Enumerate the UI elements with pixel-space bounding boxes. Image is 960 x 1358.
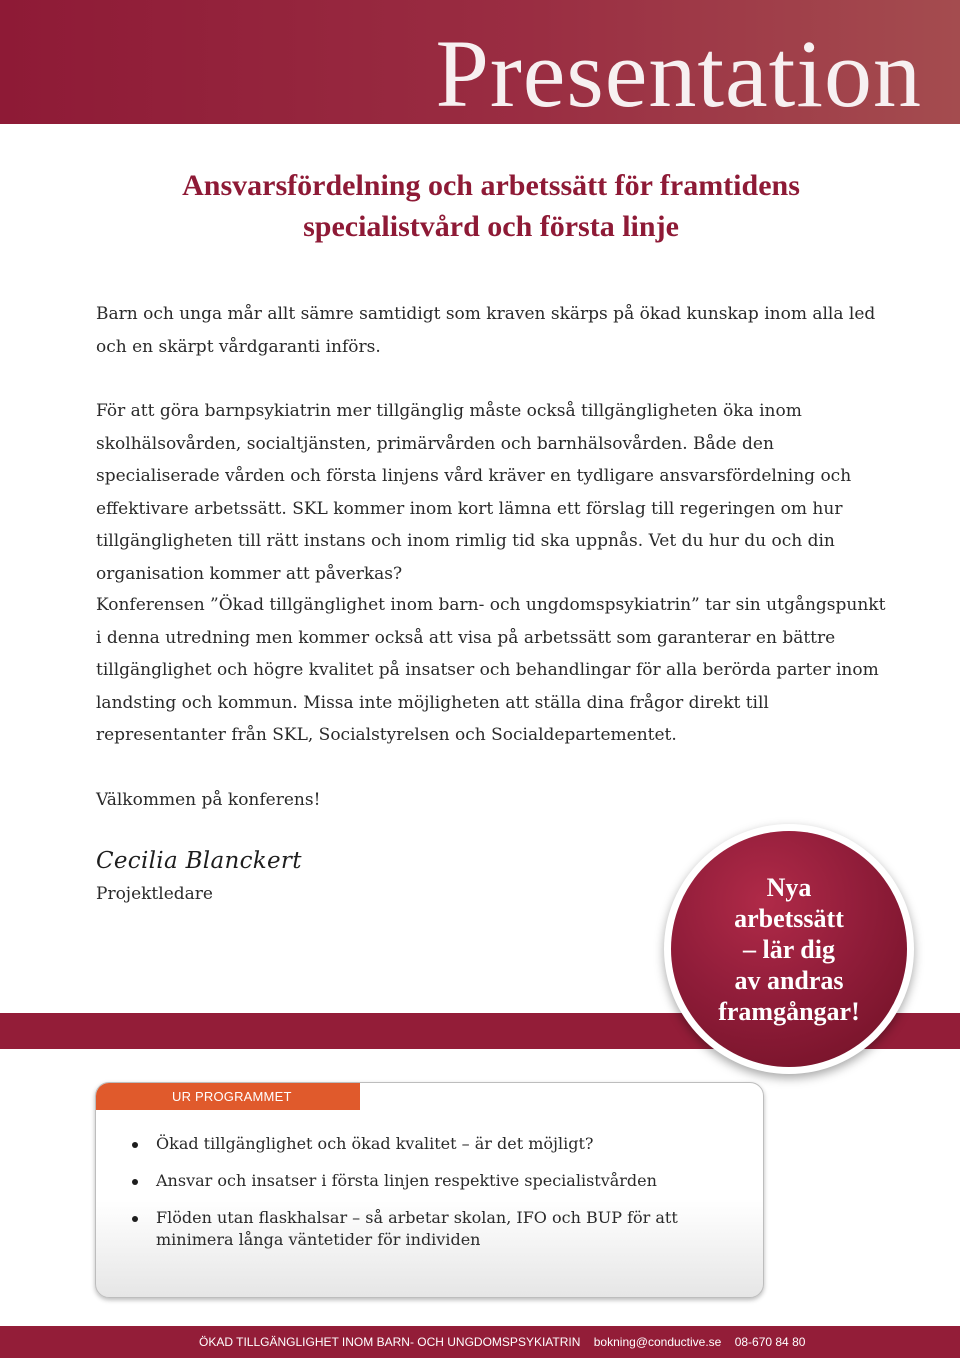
list-item [132,1133,692,1155]
intro-paragraph: Barn och unga mår allt sämre samtidigt som kraven skärps på ökad kunskap inom alla led och en skärpt vårdgaranti införs. [96,304,876,357]
list-item [132,1170,692,1192]
article-title-line-1: Ansvarsfördelning och arbetssätt för framtidens [182,169,800,202]
badge-ring [664,824,914,1074]
footer-phone: 08-670 84 80 [734,1335,806,1349]
signer-role: Projektledare [96,884,213,904]
program-list [132,1133,692,1266]
badge-text [718,872,860,1027]
footer-band [0,1326,960,1358]
body-paragraph-3: Konferensen ”Ökad tillgänglighet inom barn- och ungdomspsykiatrin” tar sin utgångspunkt i denna utredning men kommer också att visa på arbetssätt som garanterar en bättre tillgänglighet och högre kvalitet på insatser och behandlingar för alla berörda parter inom landsting och kommun. Missa inte möjligheten att ställa dina frågor direkt till representanter från SKL, Socialstyrelsen och Socialdepartementet. [96,595,886,745]
list-item-text: Ansvar och insatser i första linjen respektive specialistvården [156,1171,657,1190]
badge-line-5: framgångar! [718,996,860,1026]
body-paragraph-2: För att göra barnpsykiatrin mer tillgänglig måste också tillgängligheten öka inom skolhälsovården, socialtjänsten, primärvården och barnhälsovården. Både den specialiserade vården och första linjens vård kräver en tydligare ansvarsfördelning och effektivare arbetssätt. SKL kommer inom kort lämna ett förslag till regeringen om hur tillgängligheten till rätt instans och inom rimlig tid ska uppnås. Vet du hur du och din organisation kommer att påverkas? [96,401,852,584]
footer-conference: ÖKAD TILLGÄNGLIGHET INOM BARN- OCH UNGDOMSPSYKIATRIN [199,1335,581,1349]
list-item-text: Ökad tillgänglighet och ökad kvalitet – är det möjligt? [156,1134,594,1153]
badge-line-2: arbetssätt [734,903,844,933]
article-title [60,165,922,247]
list-item [132,1207,692,1251]
article-title-line-2: specialistvård och första linje [303,210,679,243]
bullet-icon [132,1179,138,1185]
footer-email: bokning@conductive.se [593,1335,722,1349]
badge-line-4: av andras [734,965,844,995]
program-box [95,1082,764,1298]
badge-line-3: – lär dig [743,934,835,964]
bullet-icon [132,1216,138,1222]
promo-badge [671,831,907,1067]
header-band [0,0,960,127]
footer-text [199,1326,815,1358]
signature: Cecilia Blanckert [96,848,302,874]
program-tab: UR PROGRAMMET [96,1083,360,1110]
welcome-text: Välkommen på konferens! [96,790,321,810]
badge-line-1: Nya [766,872,812,902]
header-title: Presentation [435,20,922,127]
list-item-text: Flöden utan flaskhalsar – så arbetar skolan, IFO och BUP för att minimera långa väntetider för individen [156,1208,678,1249]
bullet-icon [132,1142,138,1148]
